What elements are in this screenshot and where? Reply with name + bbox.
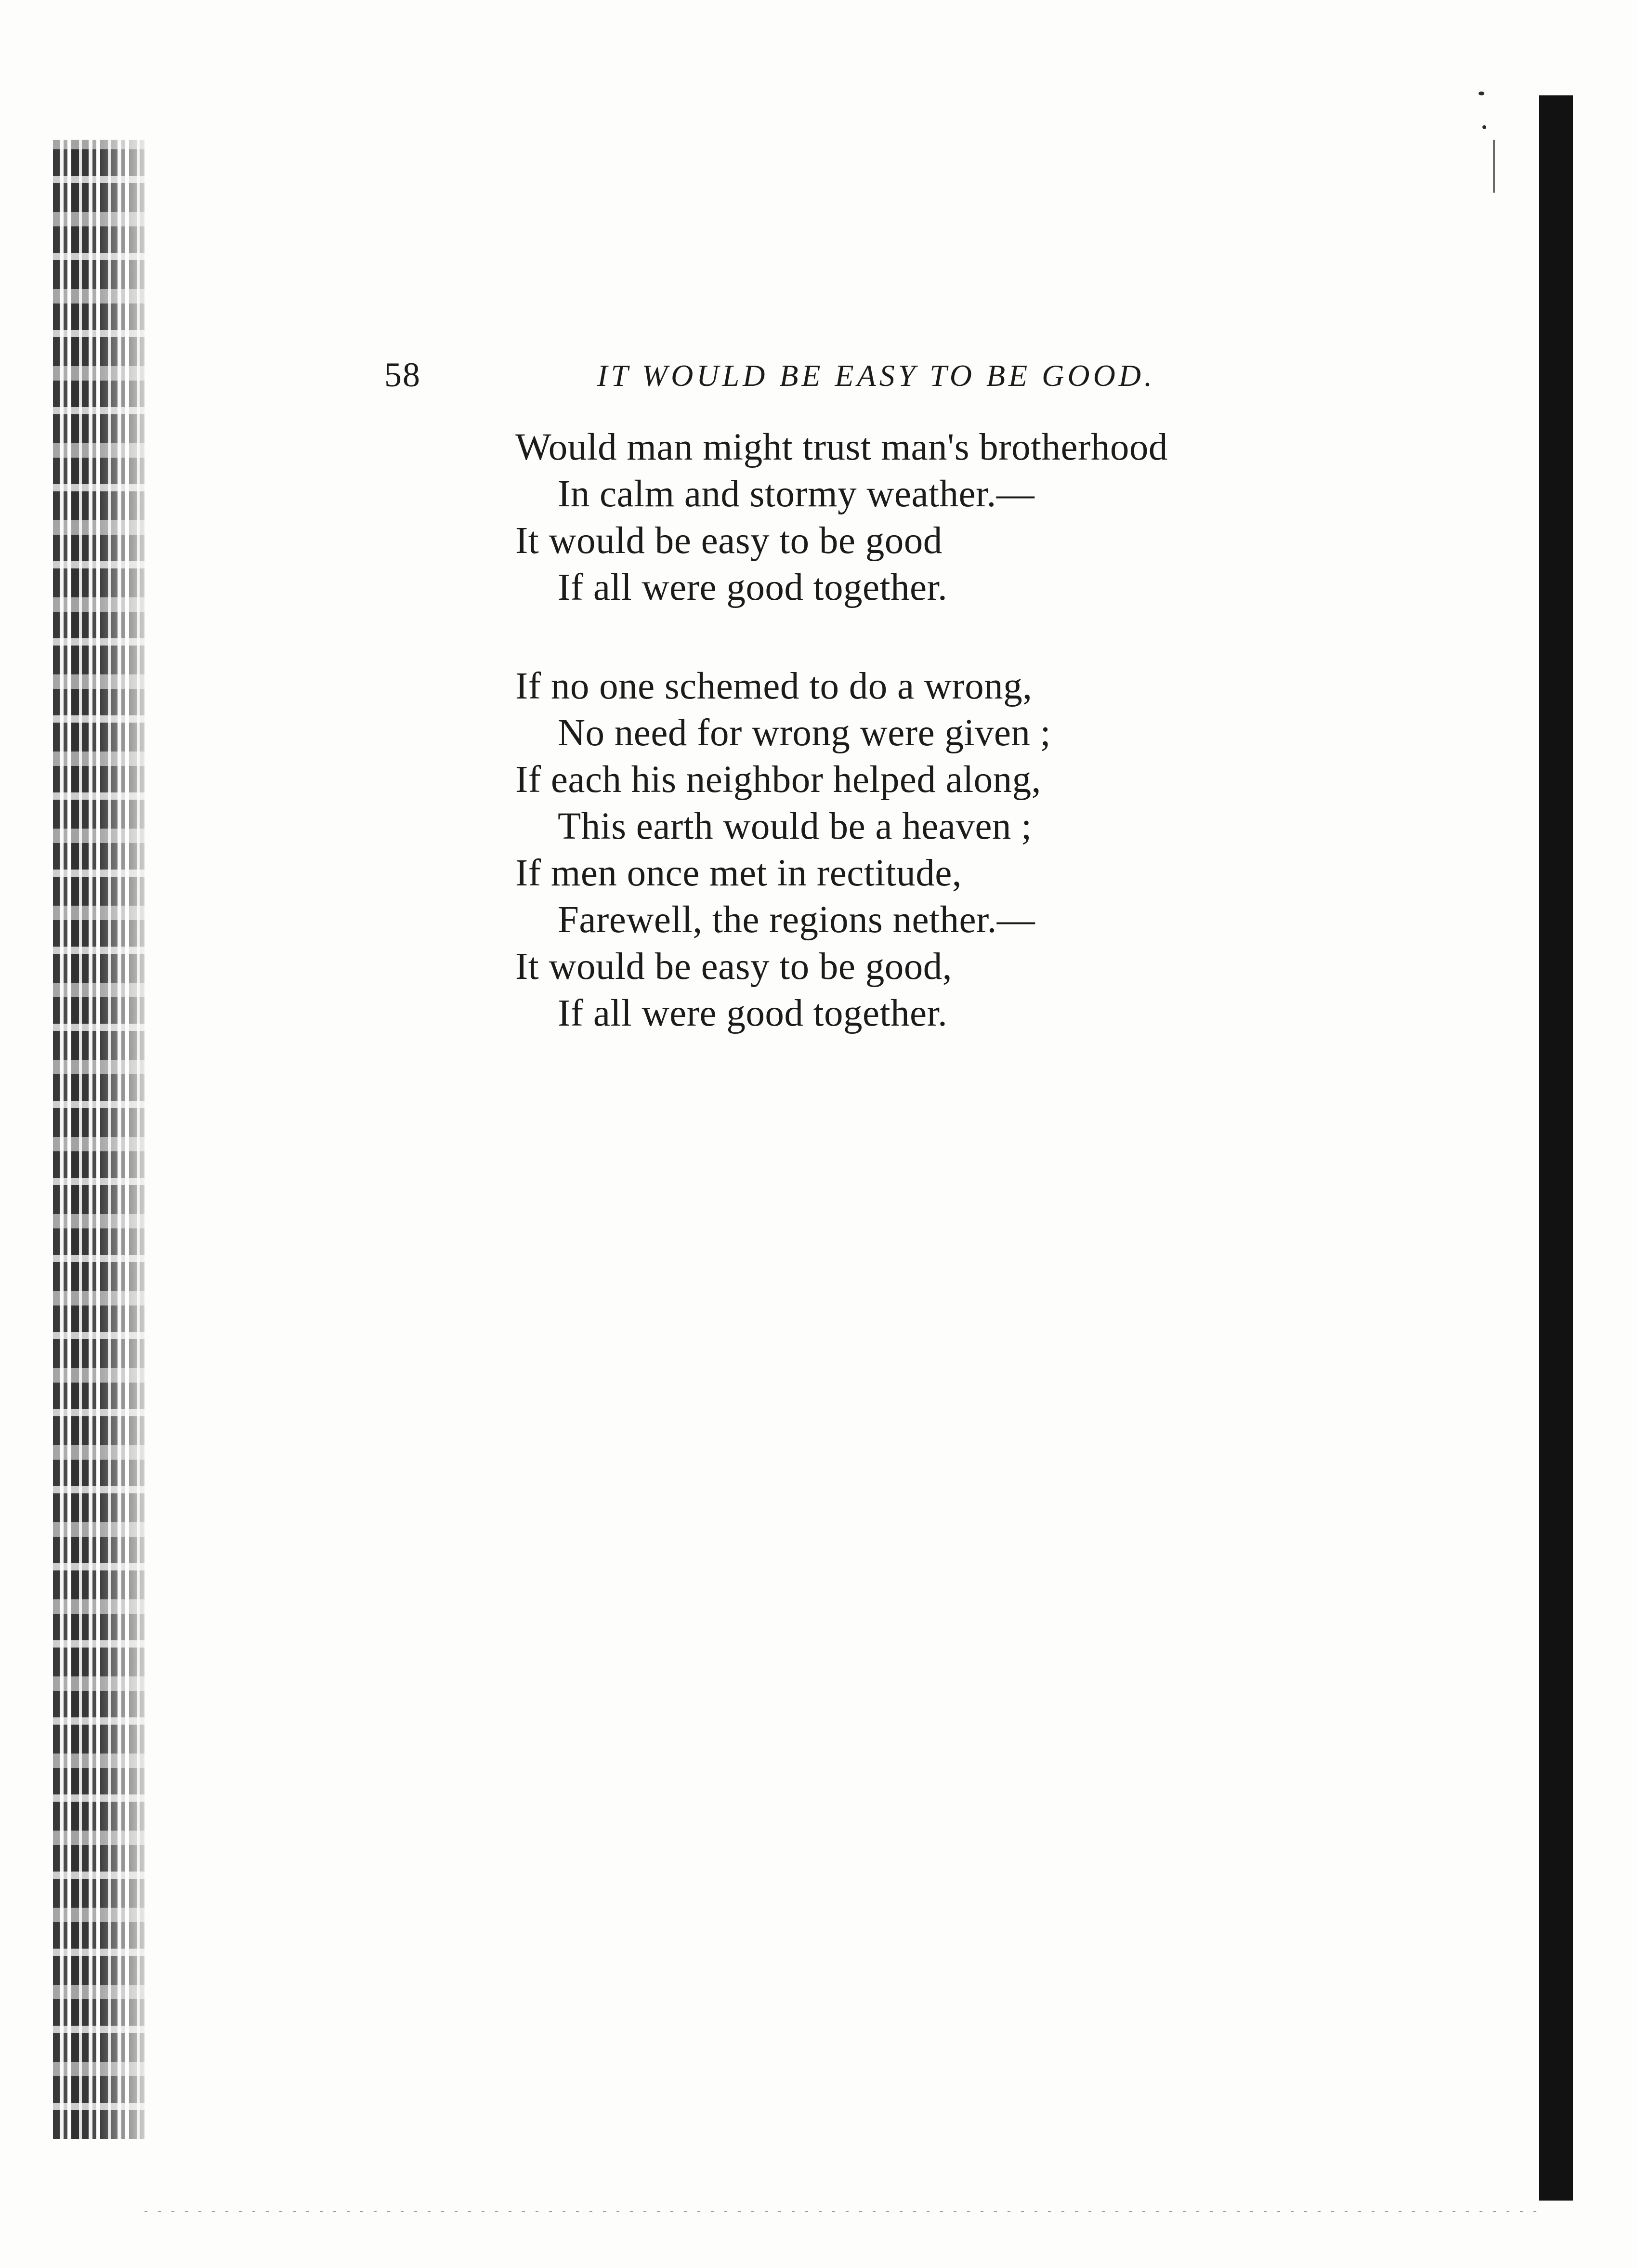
scan-specks	[1464, 72, 1503, 198]
poem-line: Farewell, the regions nether.—	[558, 899, 1035, 941]
running-head: IT WOULD BE EASY TO BE GOOD.	[597, 358, 1155, 393]
poem-line: This earth would be a heaven ;	[558, 805, 1032, 847]
poem-line: In calm and stormy weather.—	[558, 473, 1035, 515]
poem-line: It would be easy to be good	[515, 520, 943, 562]
poem-line: If all were good together.	[558, 992, 948, 1034]
poem-line: No need for wrong were given ;	[558, 712, 1051, 754]
speck	[1479, 92, 1484, 95]
speck	[1482, 125, 1486, 129]
page-number: 58	[384, 356, 421, 394]
scan-bottom-edge	[144, 2211, 1541, 2212]
speck	[1493, 140, 1495, 193]
poem-line: If no one schemed to do a wrong,	[515, 665, 1033, 707]
poem-line: If all were good together.	[558, 567, 948, 608]
scan-edge-bar	[1539, 95, 1573, 2201]
poem	[515, 424, 1430, 1089]
stanza-1	[515, 424, 1430, 611]
scan-binding-fade	[96, 140, 154, 2139]
stanza-2	[515, 663, 1430, 1037]
poem-line: Would man might trust man's brotherhood	[515, 426, 1168, 468]
poem-line: If each his neighbor helped along,	[515, 759, 1041, 801]
poem-line: It would be easy to be good,	[515, 946, 952, 988]
poem-line: If men once met in rectitude,	[515, 852, 962, 894]
